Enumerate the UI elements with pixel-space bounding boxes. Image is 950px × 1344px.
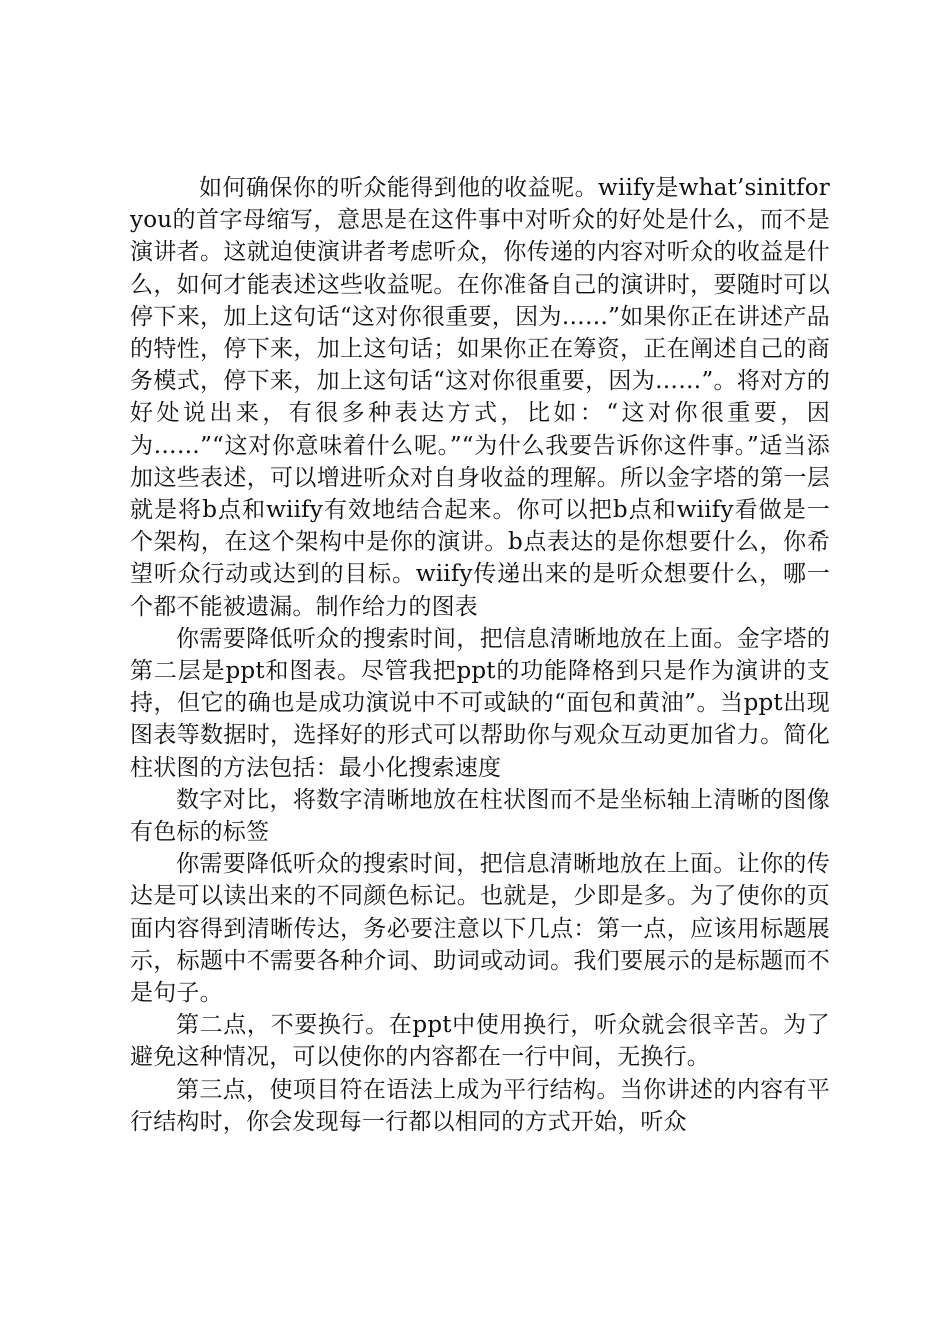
paragraph-charts: 你需要降低听众的搜索时间，把信息清晰地放在上面。金字塔的第二层是ppt和图表。尽管我把ppt的功能降格到只是作为演讲的支持，但它的确也是成功演说中不可或缺的“面包和黄油”。当ppt出现图表等数据时，选择好的形式可以帮助你与观众互动更加省力。简化柱状图的方法包括：最小化搜索速度 — [130, 625, 830, 781]
paragraph-point-two: 第二点，不要换行。在ppt中使用换行，听众就会很辛苦。为了避免这种情况，可以使你的内容都在一行中间，无换行。 — [130, 1012, 830, 1071]
document-body — [130, 172, 830, 1138]
paragraph-less-is-more: 你需要降低听众的搜索时间，把信息清晰地放在上面。让你的传达是可以读出来的不同颜色标记。也就是，少即是多。为了使你的页面内容得到清晰传达，务必要注意以下几点：第一点，应该用标题展示，标题中不需要各种介词、助词或动词。我们要展示的是标题而不是句子。 — [130, 851, 830, 1007]
paragraph-wiify: 如何确保你的听众能得到他的收益呢。wiify是what’sinitforyou的首字母缩写，意思是在这件事中对听众的好处是什么，而不是演讲者。这就迫使演讲者考虑听众，你传递的内容对听众的收益是什么，如何才能表述这些收益呢。在你准备自己的演讲时，要随时可以停下来，加上这句话“这对你很重要，因为……”如果你正在讲述产品的特性，停下来，加上这句话；如果你正在筹资，正在阐述自己的商务模式，停下来，加上这句话“这对你很重要，因为……”。将对方的好处说出来，有很多种表达方式，比如：“这对你很重要，因为……”“这对你意味着什么呢。”“为什么我要告诉你这件事。”适当添加这些表述，可以增进听众对自身收益的理解。所以金字塔的第一层就是将b点和wiify有效地结合起来。你可以把b点和wiify看做是一个架构，在这个架构中是你的演讲。b点表达的是你想要什么，你希望听众行动或达到的目标。wiify传递出来的是听众想要什么，哪一个都不能被遗漏。制作给力的图表 — [130, 175, 830, 620]
paragraph-point-three: 第三点，使项目符在语法上成为平行结构。当你讲述的内容有平行结构时，你会发现每一行都以相同的方式开始，听众 — [130, 1076, 830, 1135]
paragraph-number-comparison: 数字对比，将数字清晰地放在柱状图而不是坐标轴上清晰的图像有色标的标签 — [130, 786, 830, 846]
